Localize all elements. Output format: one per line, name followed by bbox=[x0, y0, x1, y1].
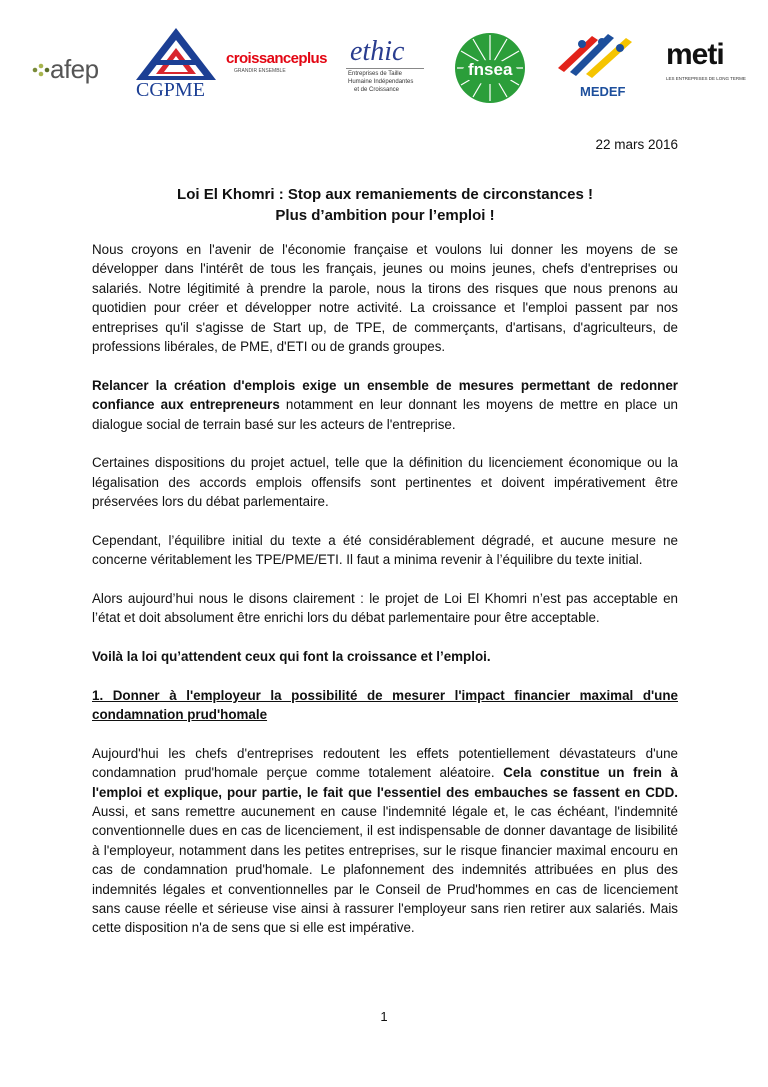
document-date: 22 mars 2016 bbox=[595, 137, 678, 152]
cgpme-pyramid-icon bbox=[132, 24, 220, 80]
title-line-2: Plus d’ambition pour l’emploi ! bbox=[275, 207, 495, 224]
document-body bbox=[92, 240, 678, 957]
paragraph-6: Voilà la loi qu’attendent ceux qui font la croissance et l’emploi. bbox=[92, 648, 491, 664]
paragraph-2-rest: notamment en leur donnant les moyens de mettre en place un dialogue social de terrain basé sur les acteurs de l'entreprise. bbox=[92, 397, 679, 432]
meti-logo bbox=[662, 38, 744, 88]
paragraph-1: Nous croyons en l'avenir de l'économie française et voulons lui donner les moyens de se développer dans l'intérêt de tous les français, jeunes ou moins jeunes, chefs d'entreprises ou salariés. Notre légitimité à prendre la parole, nous la tirons des risques que nous prenons au quotidien pour créer et développer notre activité. La croissance et l'emploi passent par nos entreprises qu'il s'agisse de Start up, de TPE, de commerçants, d'artisans, d'agriculteurs, de professions libérales, de PME, d'ETI ou de grands groupes. bbox=[92, 242, 678, 355]
fnsea-logo bbox=[454, 32, 526, 104]
paragraph-7-rest: Aussi, et sans remettre aucunement en cause l'indemnité légale et, le cas échéant, l'indemnité conventionnelle dues en cas de licenciement, il est indispensable de donner davantage de lisibilité à l'employeur, notamment dans les petites entreprises, sur le risque financier maximal encouru en cas de condamnation prud'homale. Le plafonnement des indemnités attribuées en plus des indemnités légales et conventionnelles par le Conseil de Prud'hommes en cas de licenciement sans cause réelle et sérieuse vise ainsi à rassurer l'employeur sans rien retirer aux salariés. Mais cette disposition n'a de sens que si elle est impérative. bbox=[92, 804, 678, 936]
croissanceplus-logo bbox=[226, 50, 326, 80]
ethic-subtitle-2: Humaine Indépendantes bbox=[348, 79, 414, 85]
page-number: 1 bbox=[380, 1009, 388, 1024]
logo-row bbox=[28, 24, 746, 110]
paragraph-7-start: Aujourd'hui les chefs d'entreprises redoutent les effets potentiellement dévastateurs d'une condamnation prud'homale perçue comme totalement aléatoire. bbox=[92, 745, 678, 781]
afep-wordmark: afep bbox=[50, 54, 99, 84]
croissanceplus-wordmark: croissanceplus bbox=[226, 50, 327, 67]
title-line-1: Loi El Khomri : Stop aux remaniements de circonstances ! bbox=[177, 186, 593, 203]
paragraph-3: Certaines dispositions du projet actuel, telle que la définition du licenciement économique ou la légalisation des accords emplois offensifs sont pertinentes et doivent impérativement être préservées lors du débat parlementaire. bbox=[92, 455, 678, 510]
medef-logo bbox=[552, 28, 636, 106]
paragraph-7 bbox=[92, 744, 678, 938]
medef-figures-icon bbox=[552, 28, 636, 80]
ethic-wordmark: ethic bbox=[350, 36, 405, 67]
fnsea-wordmark: fnsea bbox=[468, 60, 513, 79]
ethic-subtitle-1: Entreprises de Taille bbox=[348, 71, 402, 77]
section-heading-1: 1. Donner à l'employeur la possibilité de mesurer l'impact financier maximal d'une condamnation prud'homale bbox=[92, 687, 678, 723]
medef-wordmark: MEDEF bbox=[580, 84, 626, 99]
afep-logo bbox=[32, 54, 112, 88]
afep-dots-icon bbox=[32, 62, 52, 78]
meti-subtitle: LES ENTREPRISES DE LONG TERME bbox=[666, 76, 746, 81]
ethic-logo bbox=[344, 36, 426, 100]
paragraph-2-bold: Relancer la création d'emplois exige un ensemble de mesures permettant de redonner confiance aux entrepreneurs bbox=[92, 377, 678, 413]
paragraph-7-bold: Cela constitue un frein à l'emploi et explique, pour partie, le fait que l'essentiel des embauches se fassent en CDD. bbox=[92, 765, 678, 800]
cgpme-logo bbox=[132, 24, 220, 102]
paragraph-5: Alors aujourd’hui nous le disons clairement : le projet de Loi El Khomri n’est pas acceptable en l’état et doit absolument être enrichi lors du débat parlementaire pour être acceptable. bbox=[92, 590, 678, 626]
croissanceplus-tagline: GRANDIR ENSEMBLE bbox=[234, 68, 286, 74]
cgpme-wordmark: CGPME bbox=[136, 79, 205, 101]
document-title bbox=[92, 184, 678, 226]
paragraph-4: Cependant, l’équilibre initial du texte a été considérablement dégradé, et aucune mesure ne concerne véritablement les TPE/PME/ETI. Il faut a minima revenir à l’équilibre du texte initial. bbox=[92, 532, 678, 568]
ethic-subtitle-3: et de Croissance bbox=[354, 87, 400, 93]
meti-wordmark: meti bbox=[666, 38, 724, 71]
paragraph-2 bbox=[92, 376, 678, 434]
